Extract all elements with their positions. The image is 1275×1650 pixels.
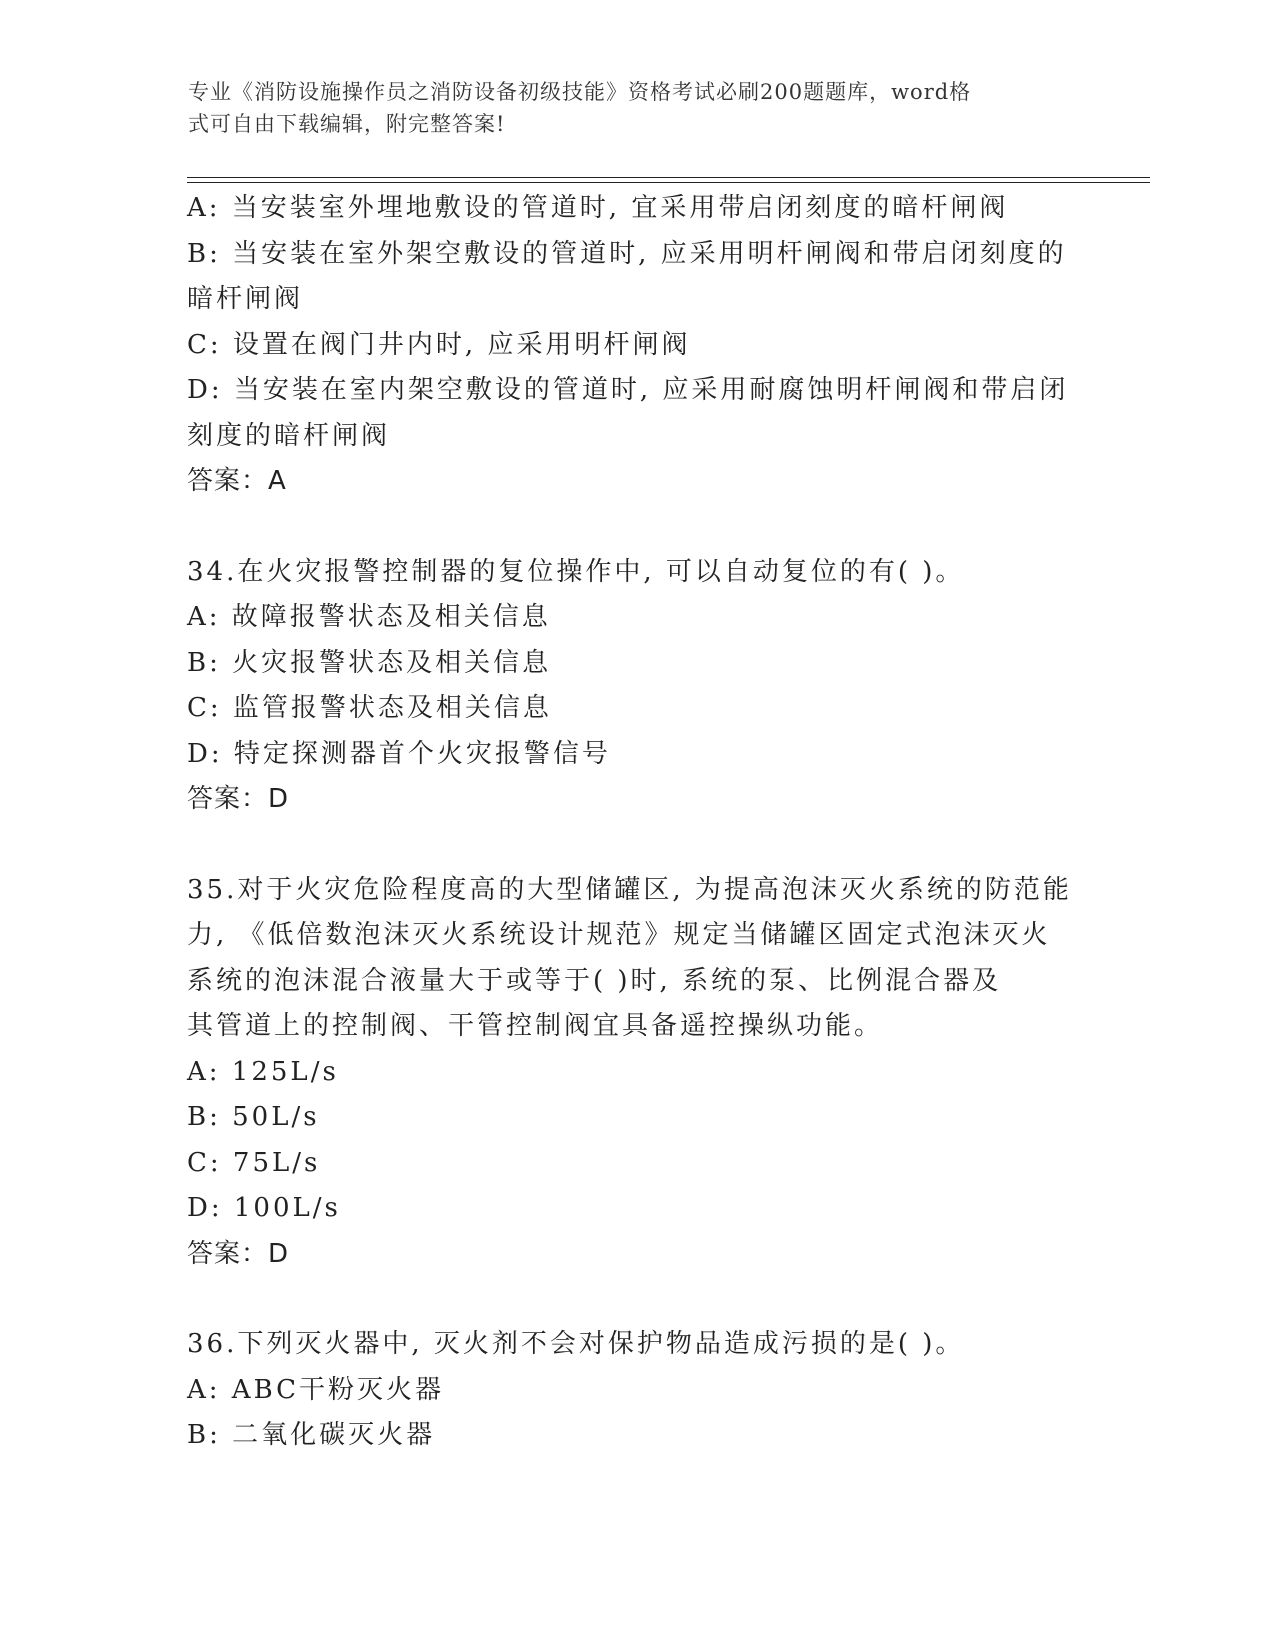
header-divider-bottom <box>187 182 1150 183</box>
option-line: D: 当安装在室内架空敷设的管道时, 应采用耐腐蚀明杆闸阀和带启闭 <box>187 375 1069 405</box>
question-list <box>187 186 1087 1459</box>
option-line: C: 75L/s <box>187 1147 321 1178</box>
question-block-34 <box>187 550 1087 823</box>
option-line: B: 当安装在室外架空敷设的管道时, 应采用明杆闸阀和带启闭刻度的 <box>187 238 1067 269</box>
spacer <box>187 823 1087 868</box>
question-stem: 34.在火灾报警控制器的复位操作中, 可以自动复位的有( )。 <box>187 556 965 587</box>
question-stem: 系统的泡沫混合液量大于或等于( )时, 系统的泵、比例混合器及 <box>187 965 1002 996</box>
option-line: C: 设置在阀门井内时, 应采用明杆闸阀 <box>187 329 691 360</box>
header-line-1: 专业《消防设施操作员之消防设备初级技能》资格考试必刷200题题库，word格 <box>188 80 972 104</box>
option-line: A: ABC干粉灭火器 <box>187 1374 445 1405</box>
spacer <box>187 505 1087 550</box>
option-line: B: 50L/s <box>187 1102 320 1132</box>
option-line: 刻度的暗杆闸阀 <box>187 420 391 451</box>
question-stem: 36.下列灭火器中, 灭火剂不会对保护物品造成污损的是( )。 <box>187 1329 965 1359</box>
header-divider-top <box>187 177 1150 178</box>
option-line: A: 125L/s <box>187 1056 339 1087</box>
question-block-36 <box>187 1322 1087 1459</box>
answer-line: 答案：D <box>187 784 290 814</box>
answer-line: 答案：A <box>187 466 287 496</box>
option-line: A: 故障报警状态及相关信息 <box>187 602 551 632</box>
option-line: D: 100L/s <box>187 1193 341 1223</box>
answer-line: 答案：D <box>187 1238 290 1269</box>
option-line: B: 二氧化碳灭火器 <box>187 1420 436 1450</box>
question-stem: 35.对于火灾危险程度高的大型储罐区, 为提高泡沫灭火系统的防范能 <box>187 874 1072 905</box>
question-block-35 <box>187 868 1087 1278</box>
option-line: C: 监管报警状态及相关信息 <box>187 693 552 723</box>
option-line: B: 火灾报警状态及相关信息 <box>187 647 552 678</box>
question-stem: 其管道上的控制阀、干管控制阀宜具备遥控操纵功能。 <box>187 1011 884 1041</box>
spacer <box>187 1277 1087 1322</box>
document-header <box>188 76 1068 140</box>
option-line: 暗杆闸阀 <box>187 284 304 314</box>
option-line: A: 当安装室外埋地敷设的管道时, 宜采用带启闭刻度的暗杆闸阀 <box>187 193 1009 223</box>
question-stem: 力, 《低倍数泡沫灭火系统设计规范》规定当储罐区固定式泡沫灭火 <box>187 920 1051 950</box>
question-block-prev <box>187 186 1087 505</box>
option-line: D: 特定探测器首个火灾报警信号 <box>187 738 611 769</box>
header-line-2: 式可自由下载编辑，附完整答案! <box>188 112 506 136</box>
